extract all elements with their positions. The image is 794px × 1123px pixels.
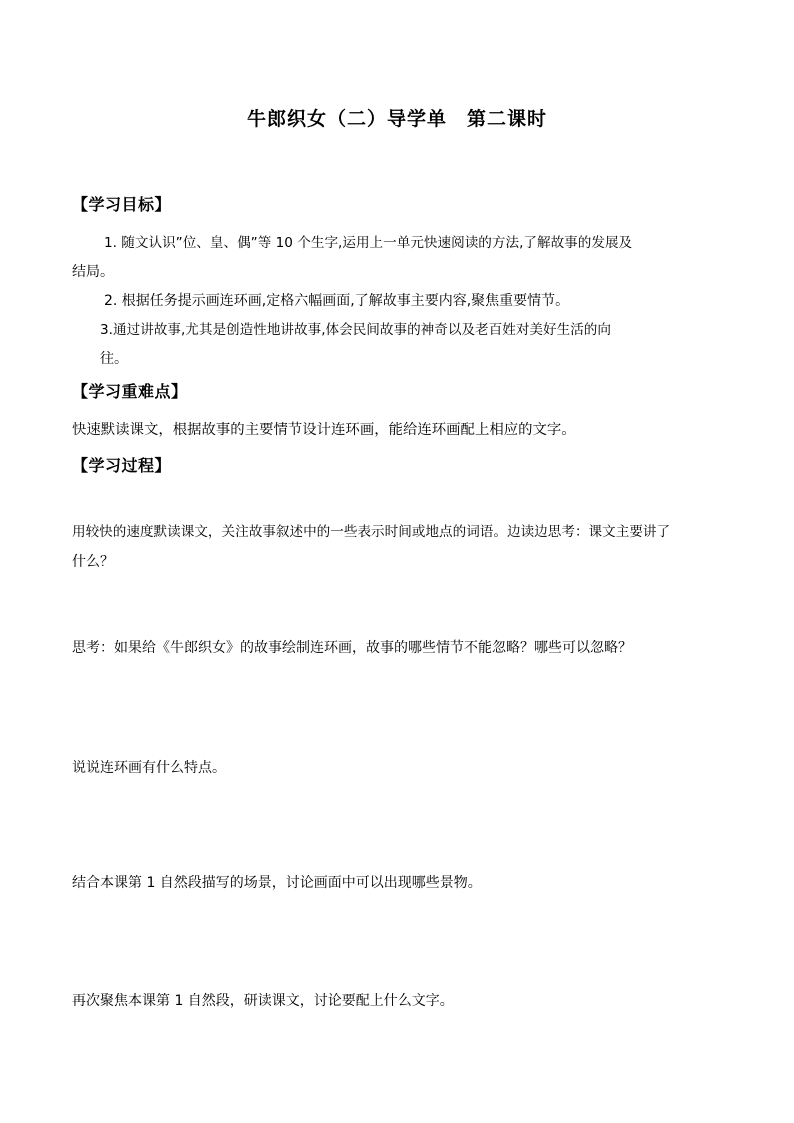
task-4: 结合本课第 1 自然段描写的场景，讨论画面中可以出现哪些景物。: [72, 875, 482, 891]
key-points-heading: 【学习重难点】: [72, 382, 188, 401]
task-3: 说说连环画有什么特点。: [72, 760, 226, 776]
task-5: 再次聚焦本课第 1 自然段，研读课文，讨论要配上什么文字。: [72, 993, 454, 1009]
task-2: 思考：如果给《牛郎织女》的故事绘制连环画，故事的哪些情节不能忽略？哪些可以忽略？: [72, 640, 632, 656]
objectives-heading: 【学习目标】: [72, 195, 172, 214]
process-heading: 【学习过程】: [72, 456, 172, 475]
key-points-text: 快速默读课文，根据故事的主要情节设计连环画，能给连环画配上相应的文字。: [72, 422, 576, 438]
task-1-line-1: 用较快的速度默读课文，关注故事叙述中的一些表示时间或地点的词语。边读边思考：课文主要讲了: [72, 524, 671, 540]
objective-3-line-1: 3.通过讲故事,尤其是创造性地讲故事,体会民间故事的神奇以及老百姓对美好生活的向: [100, 322, 611, 338]
objective-1-line-1: 1. 随文认识”位、皇、偶”等 10 个生字,运用上一单元快速阅读的方法,了解故事的发展及: [104, 235, 633, 251]
page-title: 牛郎织女（二）导学单 第二课时: [246, 108, 547, 130]
task-1-line-2: 什么？: [72, 554, 114, 570]
objective-2: 2. 根据任务提示画连环画,定格六幅画面,了解故事主要内容,聚焦重要情节。: [104, 293, 570, 309]
objective-1-line-2: 结局。: [72, 264, 114, 280]
objective-3-line-2: 往。: [100, 351, 128, 367]
